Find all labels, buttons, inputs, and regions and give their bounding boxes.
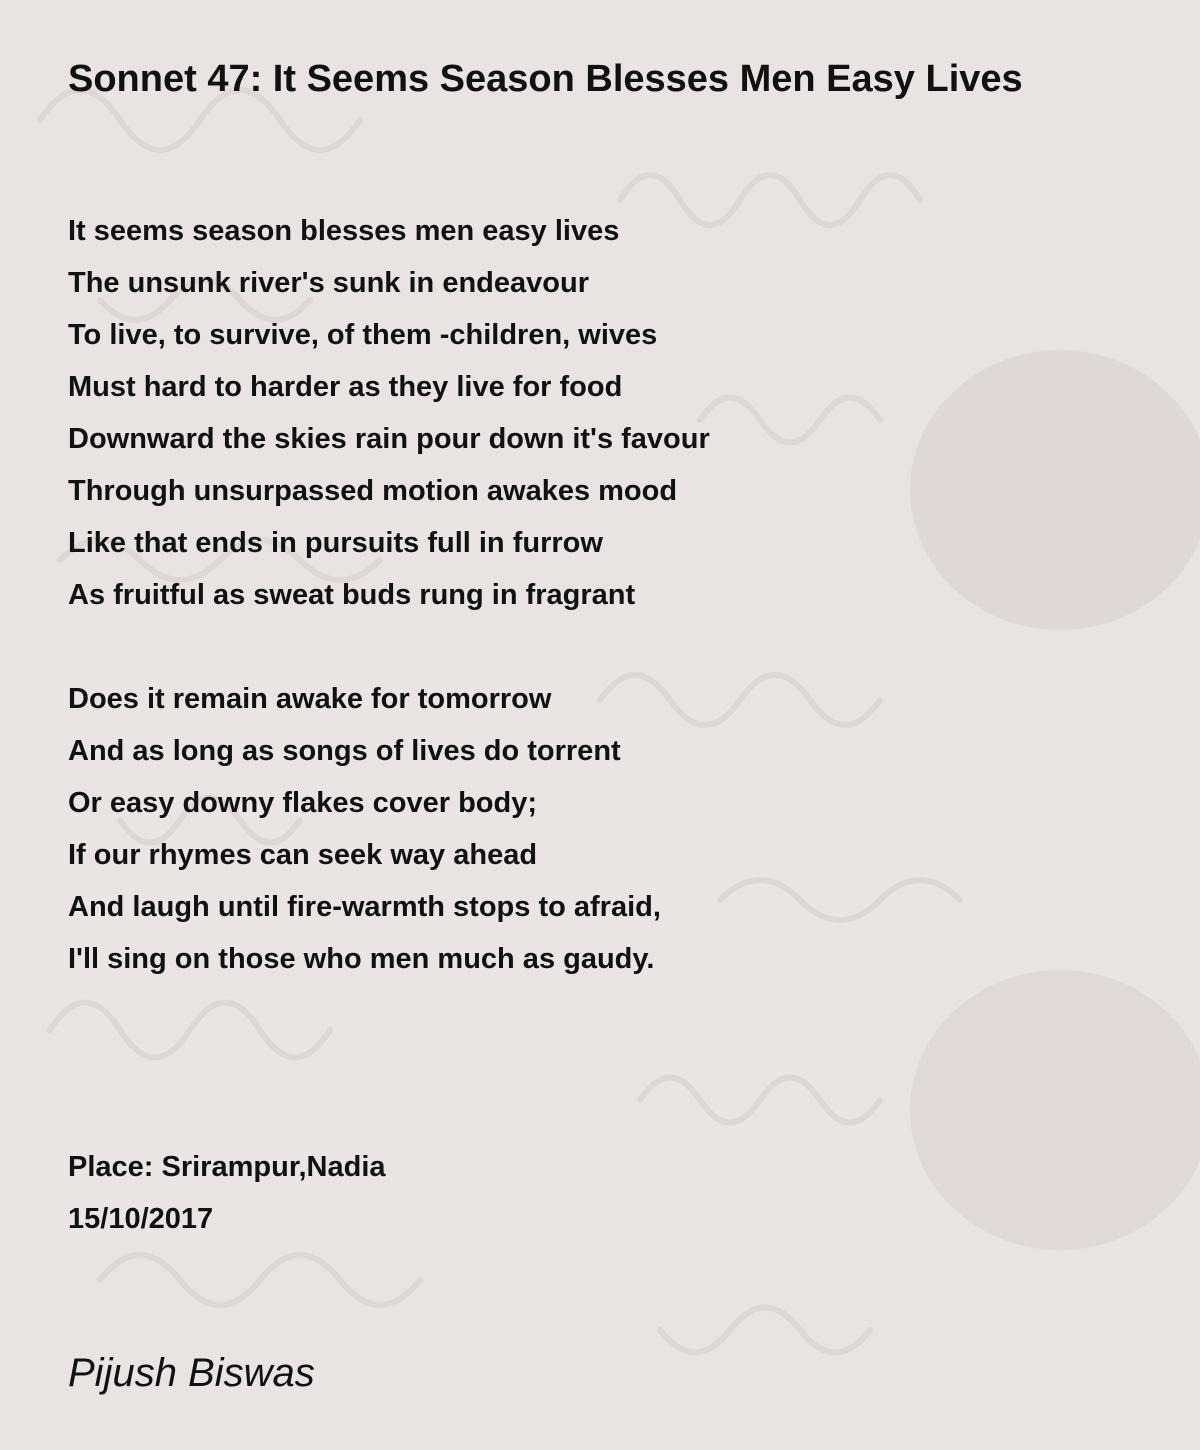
poem-line: As fruitful as sweat buds rung in fragrant [68,579,636,611]
poem-line: Does it remain awake for tomorrow [68,683,552,715]
poem-line: Or easy downy flakes cover body; [68,787,538,819]
poem-line: I'll sing on those who men much as gaudy. [68,943,655,975]
poem-date: 15/10/2017 [68,1203,214,1235]
poem-line: Must hard to harder as they live for food [68,371,623,403]
poem-line: Through unsurpassed motion awakes mood [68,475,678,507]
stanza-2 [68,673,1068,985]
poem-title: Sonnet 47: It Seems Season Blesses Men Easy Lives [68,58,1023,100]
poem-line: Like that ends in pursuits full in furrow [68,527,603,559]
poem-line: To live, to survive, of them -children, wives [68,319,658,351]
poem-line: And laugh until fire-warmth stops to afraid, [68,891,661,923]
poem-line: The unsunk river's sunk in endeavour [68,267,589,299]
stanza-1 [68,205,1068,621]
poem-place: Place: Srirampur,Nadia [68,1151,386,1183]
poem-line: If our rhymes can seek way ahead [68,839,538,871]
poem-line: It seems season blesses men easy lives [68,215,620,247]
poem-line: And as long as songs of lives do torrent [68,735,621,767]
stanza-3 [68,1141,1068,1245]
poem-line: Downward the skies rain pour down it's favour [68,423,710,455]
poem-author: Pijush Biswas [68,1351,315,1395]
